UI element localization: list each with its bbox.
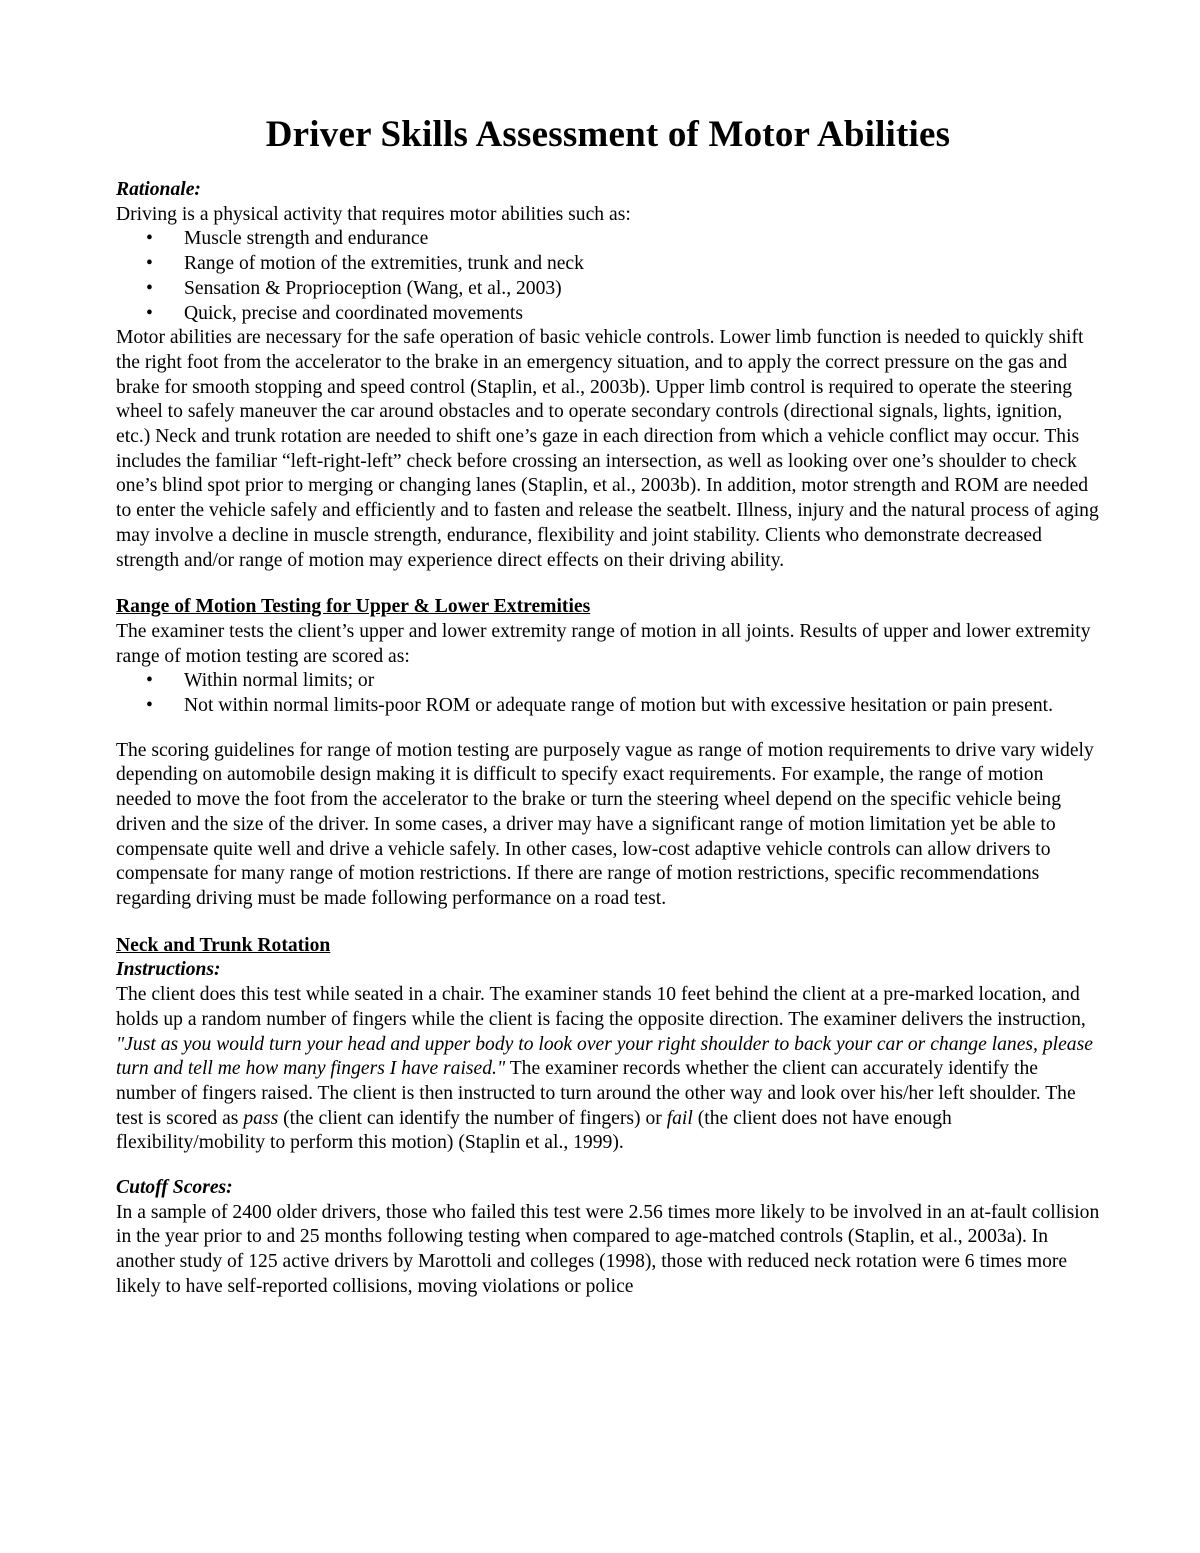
cutoff-label: Cutoff Scores: (116, 1177, 233, 1199)
rom-section (116, 595, 1100, 911)
cutoff-paragraph: In a sample of 2400 older drivers, those who failed this test were 2.56 times more likely to be involved in an at-fault collision in the year prior to and 25 months following testing when compared to age-matched controls (Staplin, et al., 2003a). In another study of 125 active drivers by Marottoli and colleges (1998), those with reduced neck rotation were 6 times more likely to have self-reported collisions, moving violations or police (116, 1201, 1100, 1297)
rom-paragraph: The scoring guidelines for range of motion testing are purposely vague as range of motion requirements to drive vary widely depending on automobile design making it is difficult to specify exact requirements. For example, the range of motion needed to move the foot from the accelerator to the brake or turn the steering wheel depend on the specific vehicle being driven and the size of the driver. In some cases, a driver may have a significant range of motion limitation yet be able to compensate quite well and drive a vehicle safely. In other cases, low-cost adaptive vehicle controls can allow drivers to compensate for many range of motion restrictions. If there are range of motion restrictions, specific recommendations regarding driving must be made following performance on a road test. (116, 739, 1094, 909)
instructions-text: The client does this test while seated in a chair. The examiner stands 10 feet behind the client at a pre-marked location, and holds up a random number of fingers while the client is facing the opposite direction. The examiner delivers the instruction, (116, 984, 1086, 1030)
list-item-text: Not within normal limits-poor ROM or adequate range of motion but with excessive hesitation or pain present. (184, 695, 1054, 717)
instructions-text: (the client does not have enough flexibility/mobility to perform this motion) (Staplin et al., 1999). (116, 1107, 952, 1154)
bullet-icon: • (146, 228, 153, 250)
bullet-icon: • (146, 302, 153, 324)
instructions-text: The examiner records whether the client can accurately identify the number of fingers raised. The client is then instructed to turn around the other way and look over his/her left shoulder. The test is scored as (116, 1058, 1076, 1129)
list-item-text: Range of motion of the extremities, trunk and neck (184, 253, 584, 275)
pass-term: pass (243, 1107, 279, 1129)
neck-section (116, 934, 1100, 1300)
instruction-quote: "Just as you would turn your head and upper body to look over your right shoulder to back your car or change lanes, please turn and tell me how many fingers I have raised." (116, 1033, 1093, 1080)
fail-term: fail (666, 1107, 693, 1129)
spacer (116, 719, 1100, 739)
list-item (116, 694, 1100, 719)
list-item (116, 277, 1100, 302)
rationale-paragraph: Motor abilities are necessary for the safe operation of basic vehicle controls. Lower limb function is needed to quickly shift the right foot from the accelerator to the brake in an emergency situation, and to apply the correct pressure on the gas and brake for smooth stopping and speed control (Staplin, et al., 2003b). Upper limb control is required to operate the steering wheel to safely maneuver the car around obstacles and to operate secondary controls (directional signals, lights, ignition, etc.) Neck and trunk rotation are needed to shift one’s gaze in each direction from which a vehicle conflict may occur. This includes the familiar “left-right-left” check before crossing an intersection, as well as looking over one’s shoulder to check one’s blind spot prior to merging or changing lanes (Staplin, et al., 2003b). In addition, motor strength and ROM are needed to enter the vehicle safely and efficiently and to fasten and release the seatbelt. Illness, injury and the natural process of aging may involve a decline in muscle strength, endurance, flexibility and joint stability. Clients who demonstrate decreased strength and/or range of motion may experience direct effects on their driving ability. (116, 327, 1099, 571)
neck-heading: Neck and Trunk Rotation (116, 934, 331, 956)
rom-heading: Range of Motion Testing for Upper & Lower Extremities (116, 596, 591, 618)
list-item-text: Sensation & Proprioception (Wang, et al., 2003) (184, 277, 562, 299)
list-item-text: Muscle strength and endurance (184, 228, 429, 250)
list-item (116, 227, 1100, 252)
spacer (116, 1156, 1100, 1176)
page-title: Driver Skills Assessment of Motor Abilities (265, 114, 951, 155)
rationale-section (116, 178, 1100, 573)
rom-bullet-list (116, 669, 1100, 718)
rom-intro: The examiner tests the client’s upper and lower extremity range of motion in all joints. Results of upper and lower extremity range of motion testing are scored as: (116, 620, 1091, 667)
bullet-icon: • (146, 277, 153, 299)
bullet-icon: • (146, 670, 153, 692)
instructions-text: (the client can identify the number of fingers) or (278, 1107, 667, 1129)
spacer (116, 573, 1100, 595)
instructions-paragraph (116, 983, 1100, 1156)
bullet-icon: • (146, 253, 153, 275)
list-item (116, 669, 1100, 694)
list-item (116, 252, 1100, 277)
list-item (116, 302, 1100, 327)
bullet-icon: • (146, 695, 153, 717)
rationale-label: Rationale: (116, 179, 201, 200)
rationale-intro: Driving is a physical activity that requires motor abilities such as: (116, 203, 631, 225)
list-item-text: Within normal limits; or (184, 670, 375, 692)
spacer (116, 912, 1100, 934)
instructions-label: Instructions: (116, 959, 221, 981)
rationale-bullet-list (116, 227, 1100, 326)
list-item-text: Quick, precise and coordinated movements (184, 302, 523, 324)
